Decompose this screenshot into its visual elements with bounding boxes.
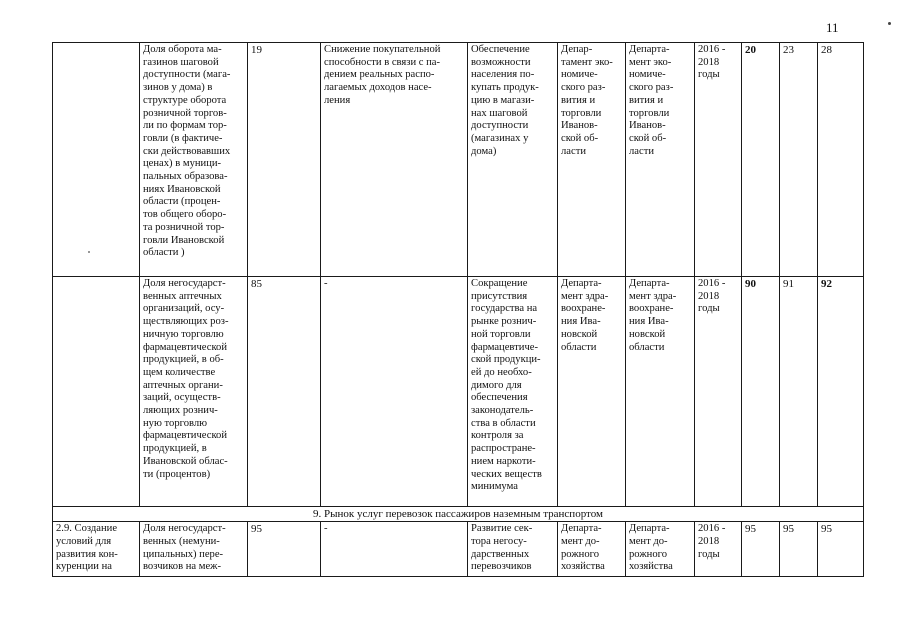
measures-table	[52, 42, 864, 577]
value-2017-cell: 23	[780, 43, 818, 277]
period-cell: 2016 - 2018 годы	[695, 43, 742, 277]
value-2018-cell: 28	[818, 43, 864, 277]
period-cell: 2016 - 2018 годы	[695, 277, 742, 507]
executor-cell: Департа- мент до- рожного хозяйства	[558, 522, 626, 577]
section-row	[53, 507, 864, 522]
coexecutor-cell: Департа- мент до- рожного хозяйства	[626, 522, 695, 577]
base-value-cell: 95	[248, 522, 321, 577]
coexecutor-cell: Департа- мент эко- номиче- ского раз- вития и торговли Иванов- ской об- ласти	[626, 43, 695, 277]
problem-cell: Снижение покупательной способности в связи с па- дением реальных распо- лагаемых доходов насе- ления	[321, 43, 468, 277]
table-row	[53, 277, 864, 507]
indicator-cell: Доля негосударст- венных (немуни- ципальных) пере- возчиков на меж-	[140, 522, 248, 577]
period-cell: 2016 - 2018 годы	[695, 522, 742, 577]
problem-cell: -	[321, 277, 468, 507]
problem-cell: -	[321, 522, 468, 577]
measure-cell: 2.9. Создание условий для развития кон- куренции на	[53, 522, 140, 577]
value-2016-cell: 20	[742, 43, 780, 277]
value-2017-cell: 91	[780, 277, 818, 507]
executor-cell: Депар- тамент эко- номиче- ского раз- вития и торговли Иванов- ской об- ласти	[558, 43, 626, 277]
result-cell: Обеспечение возможности населения по- купать продук- цию в магази- нах шаговой доступности (магазинах у дома)	[468, 43, 558, 277]
value-2018-cell: 92	[818, 277, 864, 507]
result-cell: Сокращение присутствия государства на рынке рознич- ной торговли фармацевтиче- ской продукци- ей до необхо- димого для обеспечения законодатель- ства в области контроля за распростране- нием наркоти- ческих веществ минимума	[468, 277, 558, 507]
value-2016-cell: 95	[742, 522, 780, 577]
value-2018-cell: 95	[818, 522, 864, 577]
section-heading: 9. Рынок услуг перевозок пассажиров наземным транспортом	[53, 507, 864, 522]
measure-cell	[53, 277, 140, 507]
page-number: 11	[826, 20, 839, 35]
indicator-cell: Доля негосударст- венных аптечных организаций, осу- ществляющих роз- ничную торговлю фармацевтической продукцией, в об- щем количестве аптечных органи- заций, осуществ- ляющих рознич- ную торговлю фармацевтической продукцией, в Ивановской облас- ти (процентов)	[140, 277, 248, 507]
scan-speck	[888, 22, 891, 25]
value-2017-cell: 95	[780, 522, 818, 577]
table-row	[53, 522, 864, 577]
base-value-cell: 85	[248, 277, 321, 507]
table-row	[53, 43, 864, 277]
indicator-cell: Доля оборота ма- газинов шаговой доступности (мага- зинов у дома) в структуре оборота розничной торгов- ли по формам тор- говли (в фактиче- ски действовавших ценах) в муници- пальных образова- ниях Ивановской области (процен- тов общего оборо- та розничной тор- говли Ивановской области )	[140, 43, 248, 277]
measure-cell	[53, 43, 140, 277]
value-2016-cell: 90	[742, 277, 780, 507]
executor-cell: Департа- мент здра- воохране- ния Ива- новской области	[558, 277, 626, 507]
base-value-cell: 19	[248, 43, 321, 277]
result-cell: Развитие сек- тора негосу- дарственных перевозчиков	[468, 522, 558, 577]
coexecutor-cell: Департа- мент здра- воохране- ния Ива- новской области	[626, 277, 695, 507]
